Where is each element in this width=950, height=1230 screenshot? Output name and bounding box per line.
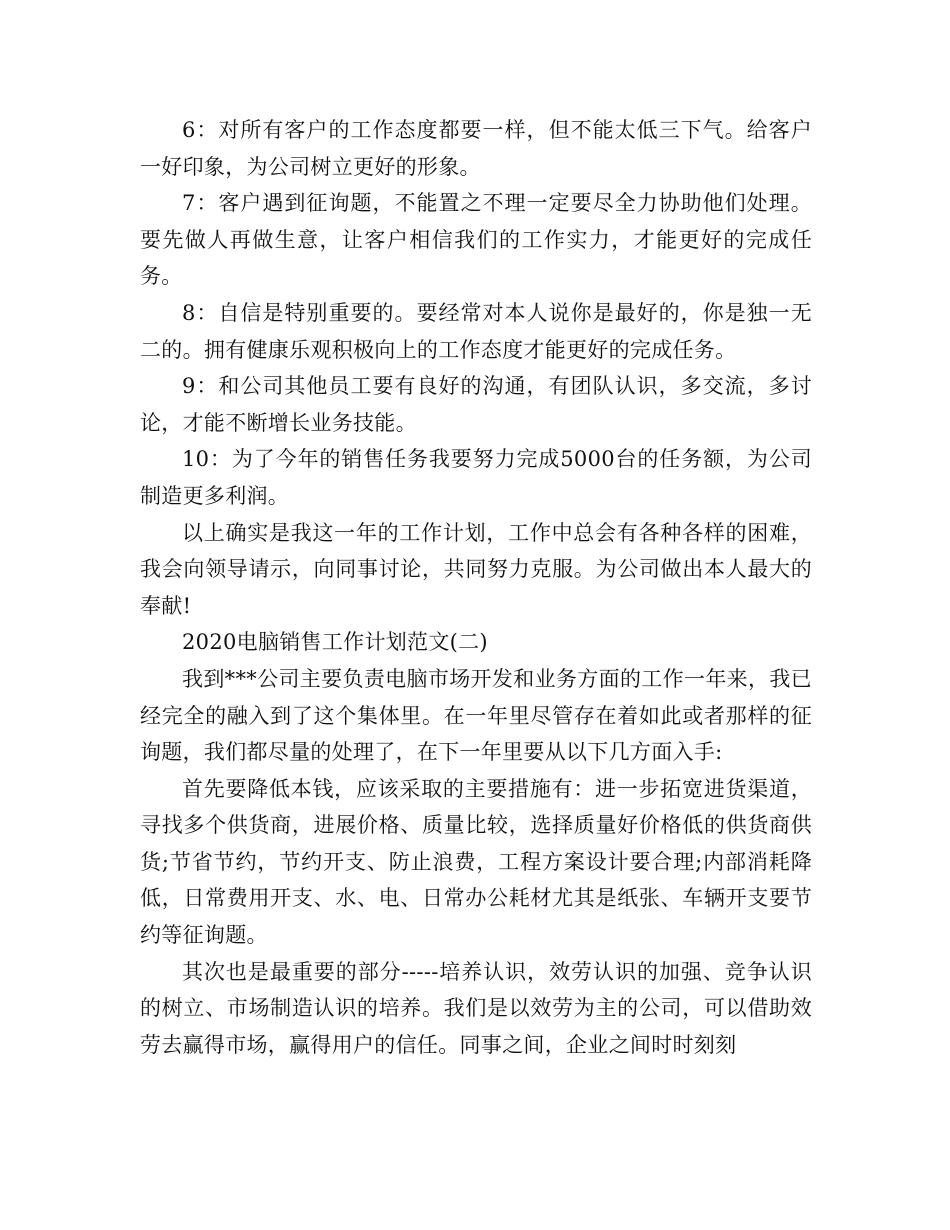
- intro-paragraph: 我到***公司主要负责电脑市场开发和业务方面的工作一年来，我已经完全的融入到了这个集体里。在一年里尽管存在着如此或者那样的征询题，我们都尽量的处理了，在下一年里要从以下几方面入手:: [140, 666, 812, 765]
- paragraph-item-10: 10：为了今年的销售任务我要努力完成5000台的任务额，为公司制造更多利润。: [140, 447, 812, 508]
- section-heading: 2020电脑销售工作计划范文(二): [182, 630, 488, 655]
- paragraph-item-8: 8：自信是特别重要的。要经常对本人说你是最好的，你是独一无二的。拥有健康乐观积极向上的工作态度才能更好的完成任务。: [140, 300, 812, 362]
- cost-reduction-paragraph: 首先要降低本钱，应该采取的主要措施有：进一步拓宽进货渠道，寻找多个供货商，进展价格、质量比较，选择质量好价格低的供货商供货;节省节约，节约开支、防止浪费，工程方案设计要合理;内部消耗降低，日常费用开支、水、电、日常办公耗材尤其是纸张、车辆开支要节约等征询题。: [140, 776, 812, 948]
- document-body: [140, 112, 812, 1063]
- paragraph-item-6: 6：对所有客户的工作态度都要一样，但不能太低三下气。给客户一好印象，为公司树立更好的形象。: [140, 118, 812, 179]
- paragraph-item-9: 9：和公司其他员工要有良好的沟通，有团队认识，多交流，多讨论，才能不断增长业务技能。: [140, 374, 812, 435]
- closing-paragraph: 以上确实是我这一年的工作计划，工作中总会有各种各样的困难，我会向领导请示，向同事讨论，共同努力克服。为公司做出本人最大的奉献!: [140, 520, 812, 618]
- service-awareness-paragraph: 其次也是最重要的部分-----培养认识，效劳认识的加强、竞争认识的树立、市场制造认识的培养。我们是以效劳为主的公司，可以借助效劳去赢得市场，赢得用户的信任。同事之间，企业之间时时刻刻: [140, 959, 812, 1057]
- paragraph-item-7: 7：客户遇到征询题，不能置之不理一定要尽全力协助他们处理。要先做人再做生意，让客户相信我们的工作实力，才能更好的完成任务。: [140, 191, 812, 289]
